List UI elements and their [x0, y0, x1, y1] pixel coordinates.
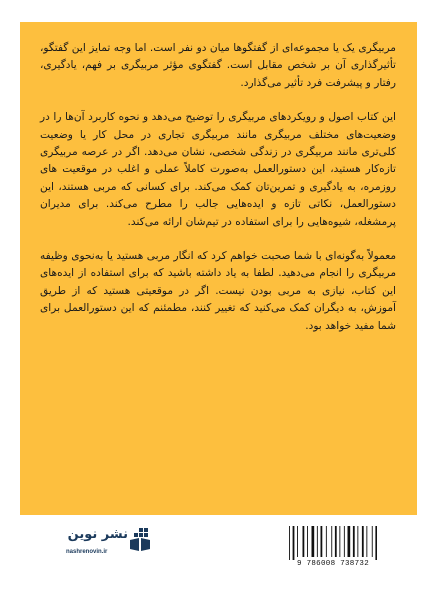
publisher-name: نشر نوین: [67, 527, 128, 542]
book-pixel-icon: [129, 528, 151, 552]
blurb-text: [40, 40, 396, 335]
publisher-website: nashrenovin.ir: [66, 549, 108, 555]
barcode-bars: [289, 526, 377, 560]
publisher-logo: [62, 526, 152, 562]
barcode-number: 9 786008 738732: [296, 560, 369, 568]
barcode: [283, 524, 383, 572]
blurb-paragraph-1: مربیگری یک یا مجموعه‌ای از گفتگوها میان دو نفر است. اما وجه تمایز این گفتگو، تأثیرگذاری آن بر شخص مقابل است. گفتگوی مؤثر مربیگری بر فهم، یادگیری، رفتار و پیشرفت فرد تأثیر می‌گذارد.: [40, 42, 396, 89]
blurb-paragraph-3: معمولاً به‌گونه‌ای با شما صحبت خواهم کرد که انگار مربی هستید یا به‌نحوی وظیفه مربیگری را انجام می‌دهید. لطفا به یاد داشته باشید که برای استفاده از ایده‌های این کتاب، نیازی به مربی بودن نیست. اگر در موقعیتی هستید که از طریق آموزش، به دیگران کمک می‌کنید که تغییر کنند، مطمئنم که این دستورالعمل برای شما مفید خواهد بود.: [40, 250, 396, 332]
blurb-paragraph-2: این کتاب اصول و رویکردهای مربیگری را توضیح می‌دهد و نحوه کاربرد آن‌ها را در وضعیت‌های مختلف مربیگری مانند مربیگری تجاری در محل کار یا وضعیت کلی‌تری مانند مربیگری در زندگی شخصی، نشان می‌دهد. اگر در عرصه مربیگری تازه‌کار هستید، این دستورالعمل به‌صورت کاملاً عملی و اغلب در موقعیت های روزمره، به یادگیری و تمرین‌تان کمک می‌کند. برای کسانی که مربی هستند، این دستورالعمل، نکاتی تازه و ایده‌هایی جالب را مطرح می‌کند. برای مدیران پرمشغله، شیوه‌هایی را برای استفاده در تیم‌شان ارائه می‌کند.: [40, 111, 396, 228]
